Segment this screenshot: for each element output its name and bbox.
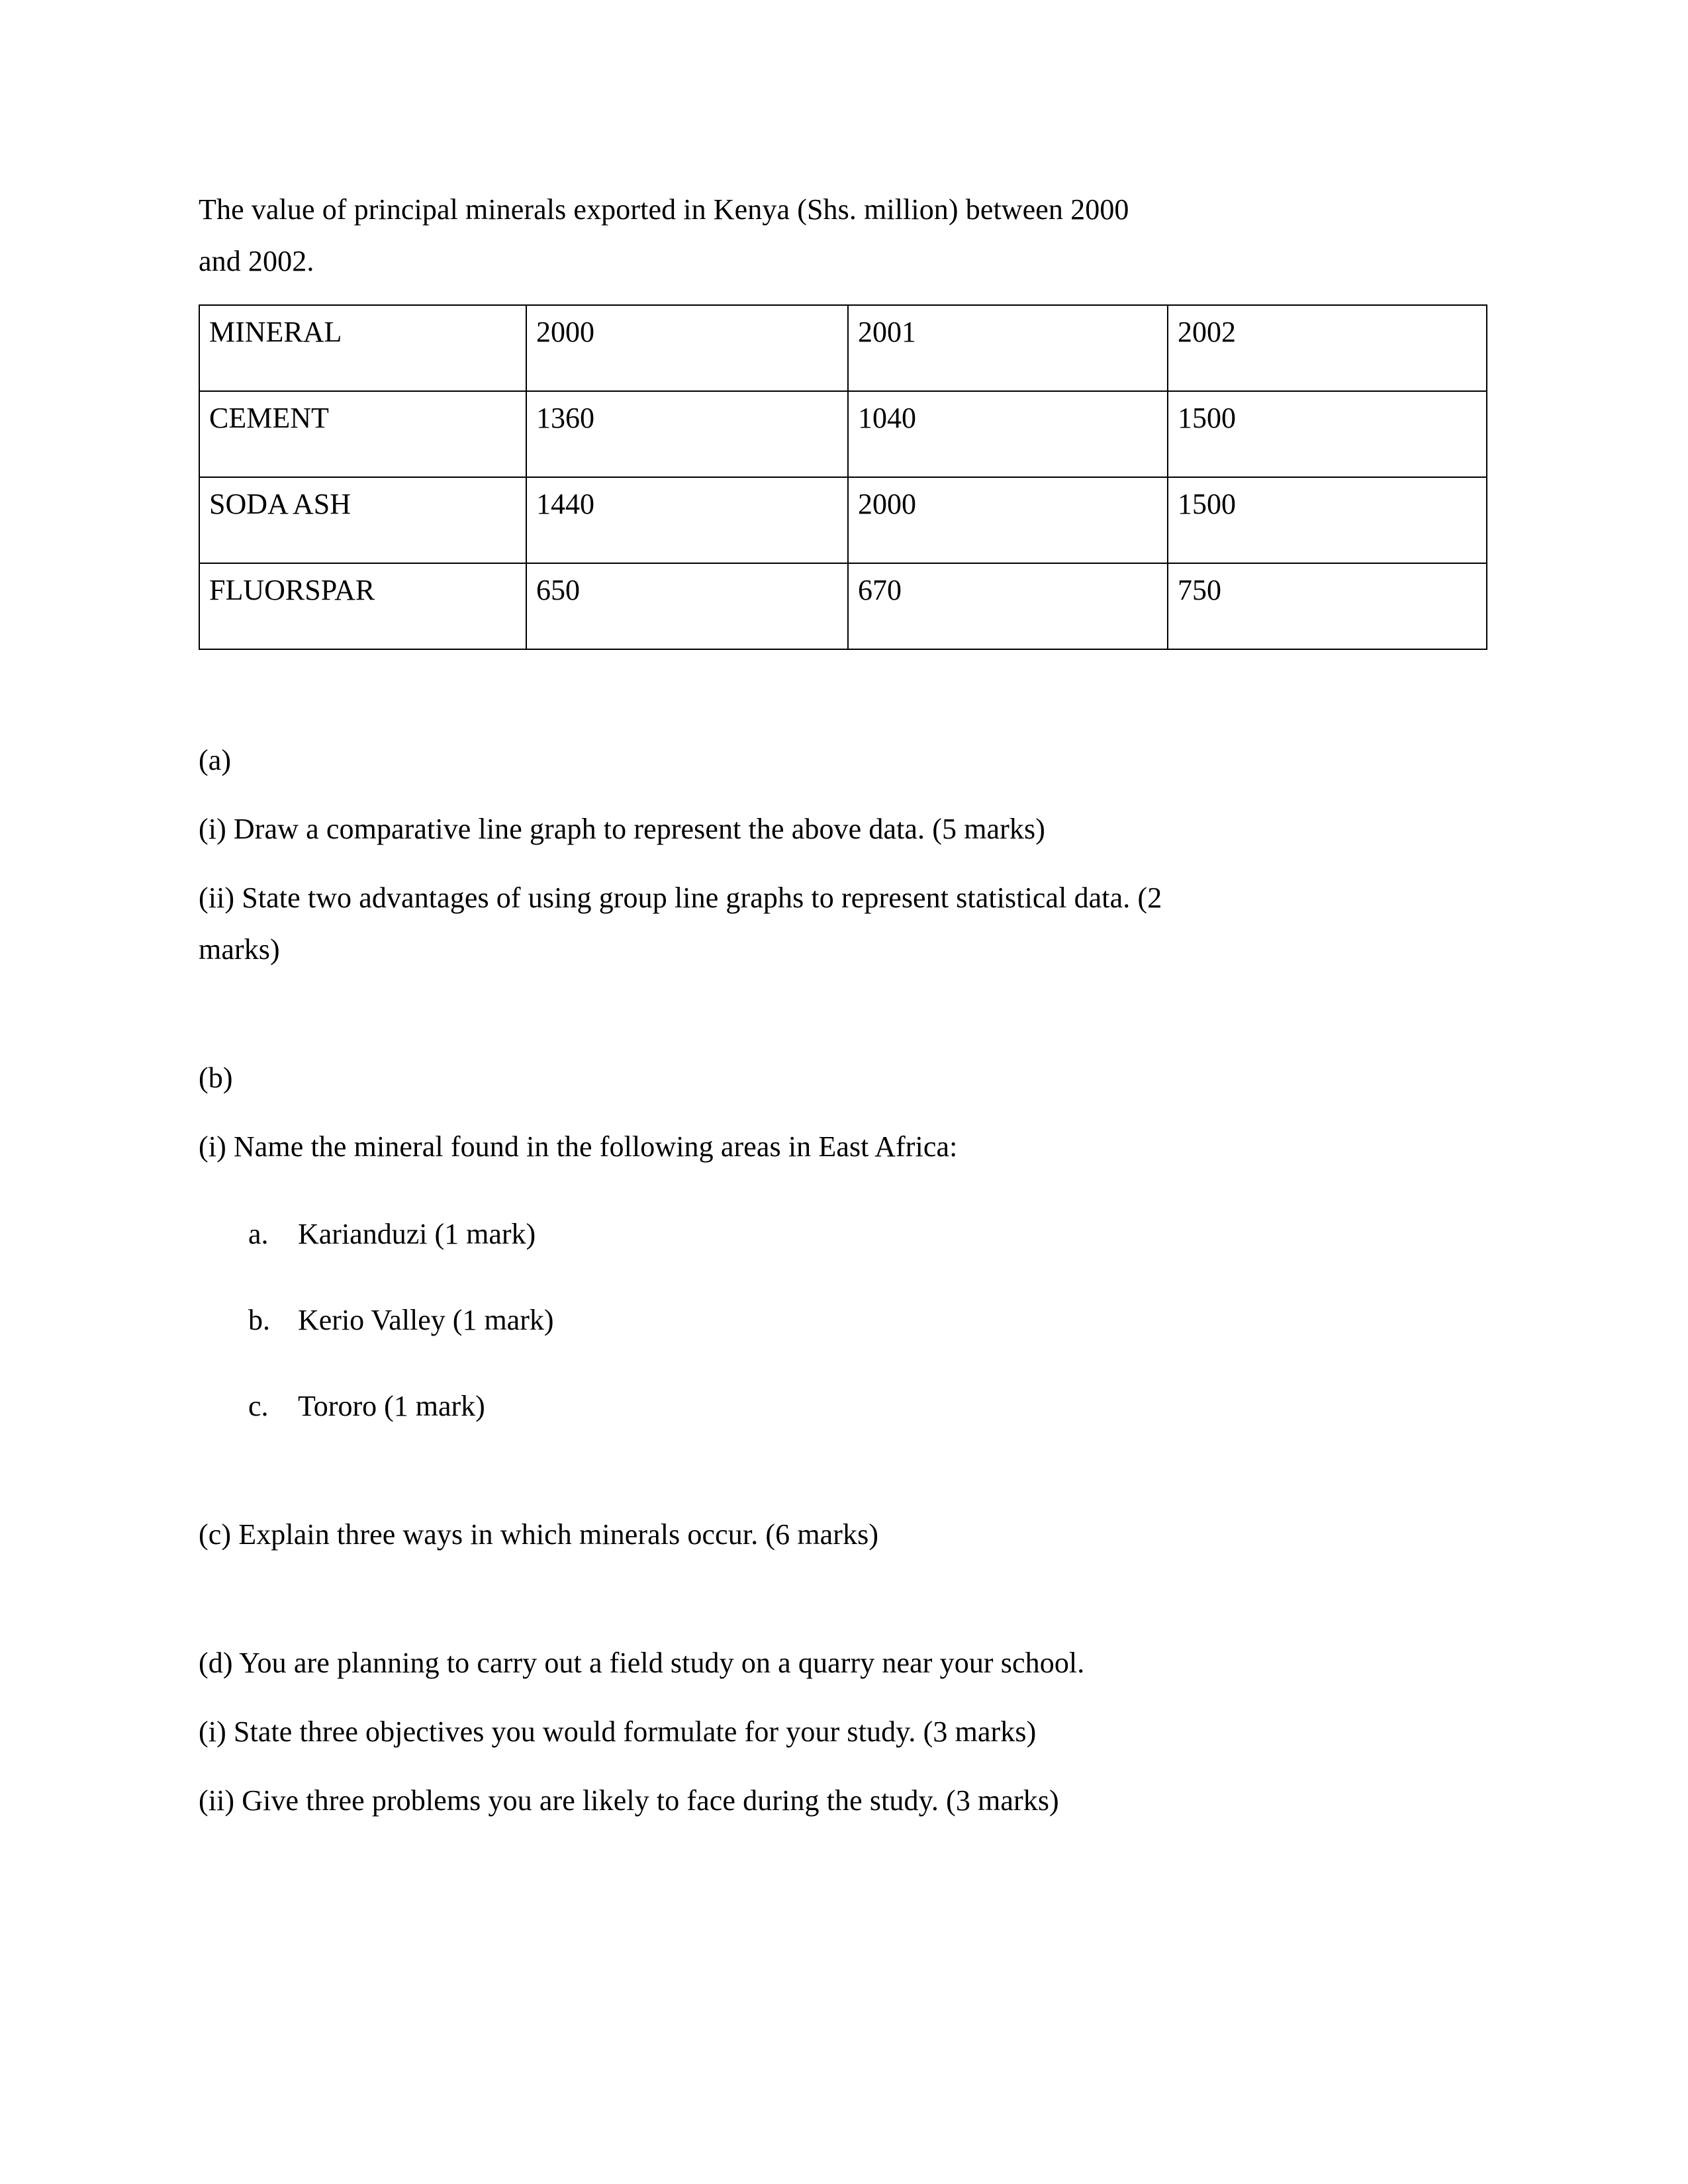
list-item-label: Kerio Valley (1 mark) xyxy=(298,1304,554,1336)
cell-value-2001: 670 xyxy=(848,563,1168,649)
table-header-2000: 2000 xyxy=(526,305,848,391)
table-header-mineral: MINERAL xyxy=(199,305,526,391)
section-a-item-i: (i) Draw a comparative line graph to represent the above data. (5 marks) xyxy=(199,813,1045,845)
list-item-marker: c. xyxy=(248,1390,269,1422)
spacer xyxy=(199,1173,1489,1208)
section-b-label: (b) xyxy=(199,1062,233,1094)
spacer xyxy=(199,1689,1489,1706)
list-item-label: Tororo (1 mark) xyxy=(298,1390,485,1422)
spacer xyxy=(199,1758,1489,1775)
table-header-2002: 2002 xyxy=(1168,305,1487,391)
cell-value-2002: 1500 xyxy=(1168,477,1487,563)
section-c-text: (c) Explain three ways in which minerals occur. (6 marks) xyxy=(199,1518,879,1551)
cell-value-2002: 750 xyxy=(1168,563,1487,649)
spacer xyxy=(199,976,1489,1052)
section-a-item-ii-line-1: (ii) State two advantages of using group line graphs to represent statistical data. (2 xyxy=(199,882,1162,914)
cell-mineral-name: FLUORSPAR xyxy=(199,563,526,649)
list-item xyxy=(199,1208,1489,1260)
section-a-item-ii-line-2: marks) xyxy=(199,933,280,966)
spacer xyxy=(199,287,1489,304)
cell-value-2000: 650 xyxy=(526,563,848,649)
section-b-item-i: (i) Name the mineral found in the following areas in East Africa: xyxy=(199,1130,958,1163)
list-item-marker: a. xyxy=(248,1218,269,1250)
spacer xyxy=(199,1561,1489,1637)
list-item-marker: b. xyxy=(248,1304,270,1336)
list-item-label: Karianduzi (1 mark) xyxy=(298,1218,536,1250)
section-d-intro: (d) You are planning to carry out a field study on a quarry near your school. xyxy=(199,1647,1085,1679)
cell-value-2001: 2000 xyxy=(848,477,1168,563)
table-header-row xyxy=(199,305,1487,391)
list-item xyxy=(199,1295,1489,1346)
cell-value-2000: 1440 xyxy=(526,477,848,563)
spacer xyxy=(199,1432,1489,1509)
table-row xyxy=(199,477,1487,563)
table-row xyxy=(199,391,1487,477)
cell-value-2001: 1040 xyxy=(848,391,1168,477)
cell-value-2002: 1500 xyxy=(1168,391,1487,477)
intro-line-1: The value of principal minerals exported in Kenya (Shs. million) between 2000 xyxy=(199,193,1129,226)
cell-mineral-name: CEMENT xyxy=(199,391,526,477)
section-b-area-list xyxy=(199,1208,1489,1432)
cell-value-2000: 1360 xyxy=(526,391,848,477)
table-header-2001: 2001 xyxy=(848,305,1168,391)
table-row xyxy=(199,563,1487,649)
list-item xyxy=(199,1381,1489,1432)
page-content xyxy=(199,184,1489,1827)
intro-line-2: and 2002. xyxy=(199,245,314,277)
spacer xyxy=(199,650,1489,735)
minerals-table xyxy=(199,304,1487,650)
section-d-item-i: (i) State three objectives you would formulate for your study. (3 marks) xyxy=(199,1715,1037,1748)
section-d-item-ii: (ii) Give three problems you are likely to face during the study. (3 marks) xyxy=(199,1784,1059,1817)
spacer xyxy=(199,855,1489,872)
spacer xyxy=(199,1104,1489,1121)
cell-mineral-name: SODA ASH xyxy=(199,477,526,563)
spacer xyxy=(199,786,1489,803)
section-a-label: (a) xyxy=(199,744,232,776)
